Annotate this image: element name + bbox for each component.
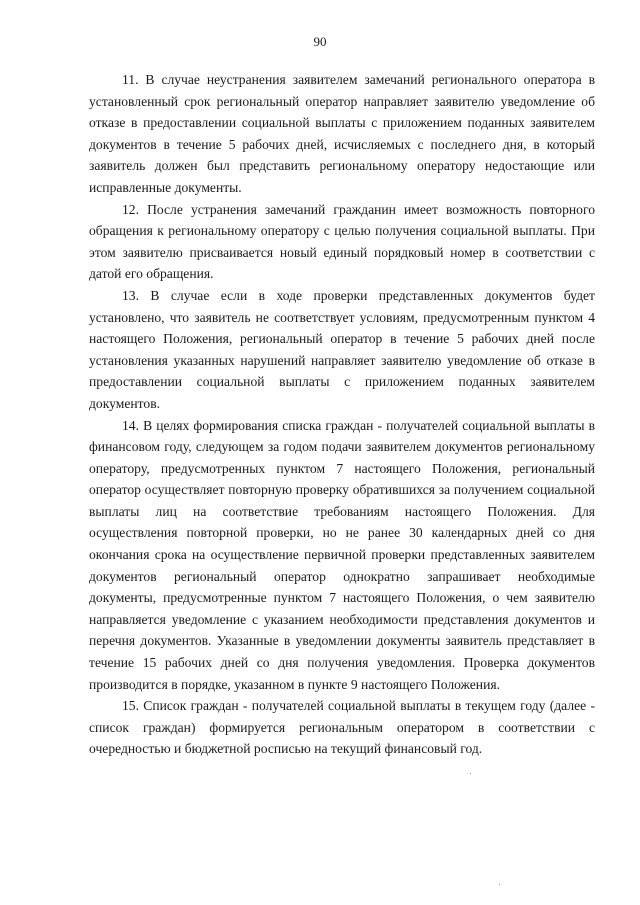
paragraph-11: 11. В случае неустранения заявителем замечаний регионального оператора в установленный срок региональный оператор направляет заявителю уведомление об отказе в предоставлении социальной выплаты с приложением поданных заявителем документов в течение 5 рабочих дней, исчисляемых с последнего дня, в который заявитель должен был представить региональному оператору недостающие или исправленные документы. (89, 72, 595, 195)
paragraph-15: 15. Список граждан - получателей социальной выплаты в текущем году (далее - список граждан) формируется региональным оператором в соответствии с очередностью и бюджетной росписью на текущий финансовый год. (89, 698, 595, 757)
paragraph-12: 12. После устранения замечаний гражданин имеет возможность повторного обращения к региональному оператору с целью получения социальной выплаты. При этом заявителю присваивается новый единый порядковый номер в соответствии с датой его обращения. (89, 201, 595, 282)
document-body (89, 69, 595, 760)
scan-speck (499, 884, 500, 885)
page-number: 90 (313, 34, 327, 49)
scan-speck (470, 773, 471, 774)
paragraph-14: 14. В целях формирования списка граждан - получателей социальной выплаты в финансовом году, следующем за годом подачи заявителем документов региональному оператору, предусмотренных пунктом 7 настоящего Положения, региональный оператор осуществляет повторную проверку обратившихся за получением социальной выплаты лиц на соответствие требованиям настоящего Положения. Для осуществления повторной проверки, но не ранее 30 календарных дней со дня окончания срока на осуществление первичной проверки представленных заявителем документов региональный оператор однократно запрашивает необходимые документы, предусмотренные пунктом 7 настоящего Положения, о чем заявителю направляется уведомление с указанием необходимости представления документов и перечня документов. Указанные в уведомлении документы заявитель представляет в течение 15 рабочих дней со дня получения уведомления. Проверка документов производится в порядке, указанном в пункте 9 настоящего Положения. (89, 417, 595, 692)
paragraph-13: 13. В случае если в ходе проверки представленных документов будет установлено, что заявитель не соответствует условиям, предусмотренным пунктом 4 настоящего Положения, региональный оператор в течение 5 рабочих дней после установления указанных нарушений направляет заявителю уведомление об отказе в предоставлении социальной выплаты с приложением поданных заявителем документов. (89, 287, 595, 411)
